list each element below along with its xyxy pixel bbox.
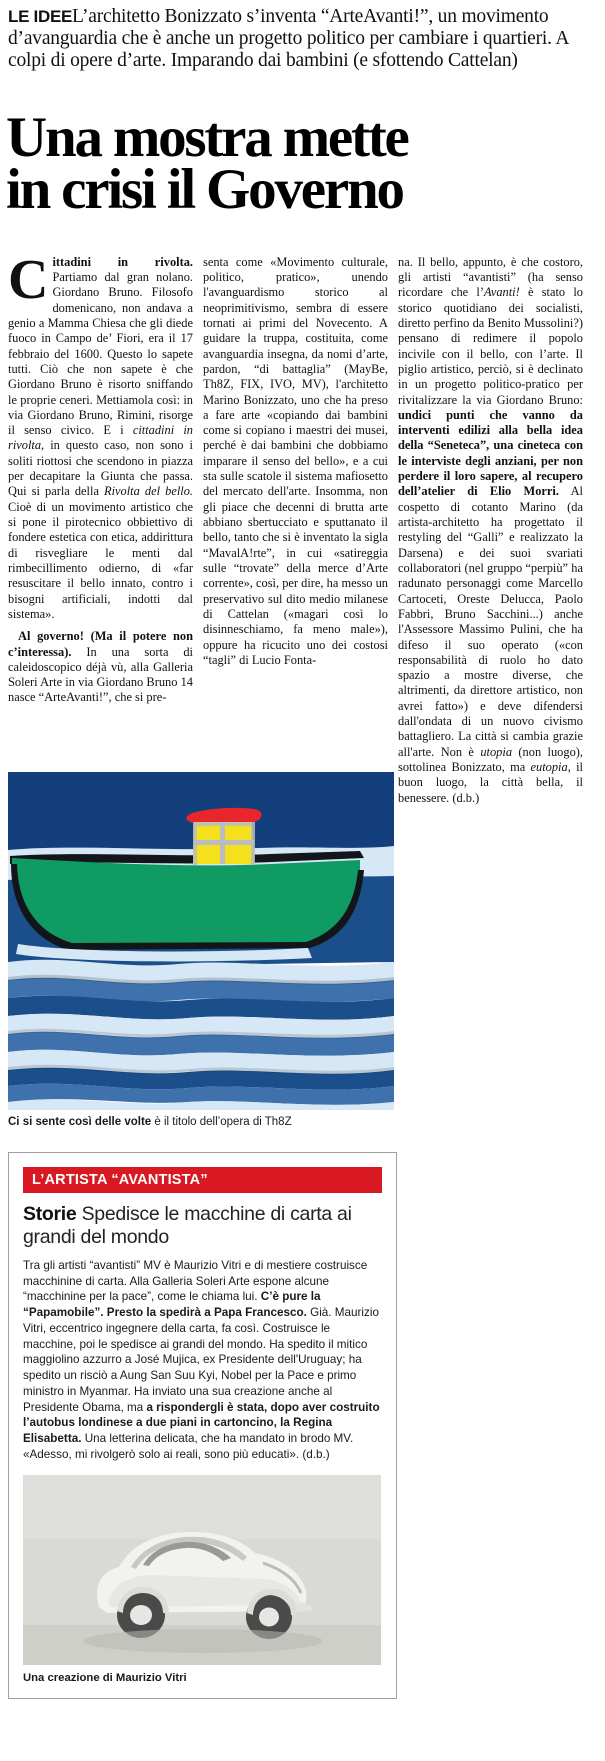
kicker-label: LE IDEE — [8, 7, 73, 26]
drop-cap: C — [8, 248, 49, 311]
headline-line-1: Una mostra mette — [6, 105, 408, 169]
col1-text-2: , in questo caso, non sono i soliti riottosi che scendono in piazza per decapitare la Giunta che passa. Qui si parla della — [8, 438, 193, 499]
sidebar-box-article — [8, 1152, 397, 1699]
col3-text-1: na. Il bello, appunto, è che costoro, gli artisti “avantisti” (ha senso ricordare che l’ — [398, 254, 583, 300]
box-title — [23, 1203, 382, 1249]
article-column-3 — [398, 255, 583, 806]
lead-in-2: Al governo! (Ma il potere non c’interessa). — [8, 629, 193, 659]
col3-bold-1: undici punti che vanno da interventi edilizi alla bella idea della “Seneteca”, una cineteca con le interviste degli anziani, per non perdere il loro sapere, al recupero dell’atelier di Elio Morri. — [398, 407, 583, 499]
page-title — [0, 105, 605, 222]
column-2-paragraph: senta come «Movimento culturale, politico, pratico», unendo l'avanguardismo storico al neoprimitivismo, sembra di essere tornati ai primi del Novecento. A guidare la truppa, costituita, come avanguardia insegna, da nomi d’arte, pardon, “di battaglia” (MayBe, Th8Z, FIX, IVO, MV), l'architetto Marino Bonizzato, uno che ha preso a fare arte «copiando dai bambini come si copiano i maestri dei musei, perché è dai bambini che dobbiamo imparare il senso del bello», e a cui sta sulle scatole il sistema mafiosetto del mercato dell'arte. Insomma, non gli piace che decenni di brutta arte abbiano sbertucciato e sputtanato il bello, tanto che si è inventato la sigla “MavalA!rte”, in cui «satireggia sulle “trovate” della merce d’Arte corrente», così, per dire, ha messo un preservativo sul dito medio milanese di Cattelan («magari così lo disinneschiamo, fa meno male»), oppure ha ricucito uno dei costosi “tagli” di Lucio Fonta- — [203, 254, 388, 667]
col1-italic-2: Rivolta del bello. — [104, 484, 193, 499]
col3-text-5: , il buon luogo, la città bella, il benessere. (d.b.) — [398, 760, 583, 805]
col1-text-3: Cioè di un movimento artistico che si pone il pirotecnico obbiettivo di fondere estetica con etica, addirittura di risvegliare le menti dal rimbecillimento odierno, di «far resuscitare il bello innato, contro i bisogni artificiali, indotti dal sistema». — [8, 499, 193, 621]
box-bold-2: a rispondergli è stata, dopo aver costruito l’autobus londinese a due piani in cartoncino, la Regina Elisabetta. — [23, 1400, 380, 1446]
kicker — [0, 0, 605, 71]
box-title-text: Spedisce le macchine di carta ai grandi del mondo — [23, 1203, 352, 1248]
col1-text-1: Partiamo dal gran nolano. Giordano Bruno. Filosofo domenicano, non andava a genio a Mamma Chiesa che gli diede fuoco in Campo de’ Fiori, era il 17 febbraio del 1600. Questo lo sapete tutti. Ciò che non sapete è che Giordano Bruno è risorto sniffando le proprie ceneri. Mettiamola così: in via Giordano Bruno, Rimini, risorge il senso civico. E i — [8, 270, 193, 438]
column-3-paragraph — [398, 255, 583, 806]
box-text-1: Tra gli artisti “avantisti” MV è Maurizio Vitri e di mestiere costruisce macchinine di carta. Alla Galleria Soleri Arte espone alcune “macchinine per la pace”, come le chiama lui. — [23, 1259, 368, 1304]
paper-car-figure — [23, 1475, 381, 1665]
paper-car-photo-image — [23, 1475, 381, 1665]
col3-text-3: Al cospetto di cotanto Marino (da artista-architetto ha progettato il restyling del “Galli” e realizzato la Darsena) e dei suoi svariati collaboratori (nel gruppo “perpiù” ha radunato personaggi come Marcello Cartoceti, Oreste Delucca, Paolo Fabbri, Bruno Sacchini...) anche l'Assessore Massimo Pulini, che ha difeso il suo operato («con responsabilità di ruolo ho dato spazio a mostre diverse, che altrimenti, da direttore artistico, non avrei fatto») e deve difendersi dall'ondata di un nuovo civismo battagliero. La città si cambia grazie all'arte. Non è — [398, 484, 583, 759]
box-body — [23, 1258, 382, 1463]
kicker-text: L’architetto Bonizzato s’inventa “ArteAvanti!”, un movimento d’avanguardia che è anche un progetto politico per cambiare i quartieri. A colpi di opere d’arte. Imparando dai bambini (e sfottendo Cattelan) — [8, 6, 569, 71]
box-title-kicker: Storie — [23, 1203, 77, 1225]
artwork-caption-title: Ci si sente così delle volte — [8, 1116, 152, 1128]
paper-car-caption: Una creazione di Maurizio Vitri — [23, 1671, 187, 1684]
status-badge: L’ARTISTA “AVANTISTA” — [23, 1167, 382, 1193]
lead-in-1: ittadini in rivolta. — [52, 254, 193, 269]
artwork-caption — [8, 1116, 428, 1128]
article-columns — [8, 248, 597, 806]
boat-artwork-image — [8, 772, 394, 1110]
col1-text-4: In una sorta di caleidoscopico déjà vù, alla Galleria Soleri Arte in via Giordano Bruno 14 nasce “ArteAvanti!”, che si pre- — [8, 644, 193, 705]
column-1-paragraph-2 — [8, 629, 193, 706]
article-column-2 — [203, 255, 388, 668]
artwork-figure — [8, 772, 394, 1110]
col3-text-4: (non luogo), sottolinea Bonizzato, ma — [398, 744, 583, 775]
col3-italic-1: Avanti! — [483, 285, 520, 300]
col3-text-2: è stato lo storico quotidiano dei socialisti, diretto perfino da Benito Mussolini?) pensano di redimere il popolo incivile con il bello, con l’arte. Il piglio artistico, perciò, si è declinato in un progetto politico-pratico per rivitalizzare la via Giordano Bruno: — [398, 285, 583, 407]
box-text-3: Una letterina delicata, che ha mandato in brodo MV. «Adesso, mi rivolgerò solo ai reali, sono più educati». (d.b.) — [23, 1432, 354, 1461]
box-text-2: Già. Maurizio Vitri, eccentrico ingegnere della carta, fa così. Costruisce le macchine, poi le spedisce ai grandi del mondo. Ha spedito il mitico maggiolino azzurro a José Mujica, ex Presidente dell'Uruguay; ha spedito un risciò a Aung San Suu Kyi, Nobel per la Pace e primo ministro in Myanmar. Ha inviato una sua creazione anche al Presidente Obama, ma — [23, 1306, 379, 1414]
column-1-paragraph — [8, 248, 193, 623]
col3-italic-2: utopia — [480, 744, 513, 759]
col1-italic-1: cittadini in rivolta — [8, 423, 193, 453]
article-column-1 — [8, 248, 193, 706]
headline-line-2: in crisi il Governo — [6, 158, 403, 222]
artwork-caption-text: è il titolo dell’opera di Th8Z — [151, 1116, 292, 1128]
col3-italic-3: eutopia — [530, 760, 568, 775]
box-bold-1: C’è pure la “Papamobile”. Presto la spedirà a Papa Francesco. — [23, 1290, 321, 1320]
